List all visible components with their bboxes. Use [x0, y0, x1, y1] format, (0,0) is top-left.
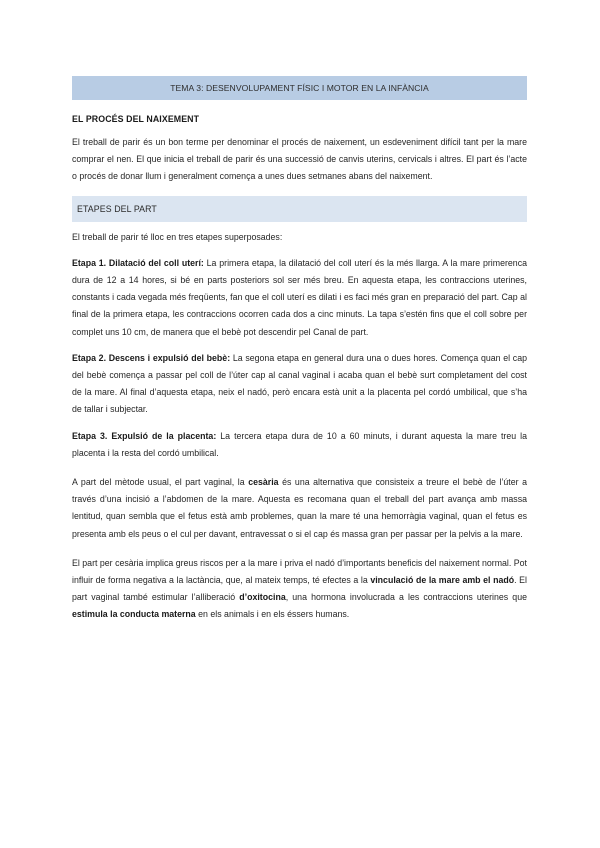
stage-1-text: La primera etapa, la dilatació del coll uterí és la més llarga. A la mare primerenca dura de 12 a 14 hores, si bé en parts posteriors sol ser més breu. En aquesta etapa, les contraccions uterines, constants i cada vegada més freqüents, fan que el coll uterí es dilati i es faci més gran en preparació del part. Cap al final de la primera etapa, les contraccions ocorren cada dos a cinc minuts. La tapa s’estén fins que el coll sobre per complet uns 10 cm, de manera que el bebè pot descendir pel Canal de part.: [72, 257, 527, 337]
stage-3-paragraph: [72, 428, 527, 462]
cesarea-term: cesària: [248, 477, 279, 488]
chapter-banner: [72, 76, 527, 100]
section-heading-birth-process: EL PROCÉS DEL NAIXEMENT: [72, 114, 200, 124]
stage-2-title: Etapa 2. Descens i expulsió del bebè:: [72, 352, 231, 363]
cesarea-text-2: és una alternativa que consisteix a treure el bebè de l’úter a través d’una incisió a l’abdomen de la mare. Aquesta es recomana quan el treball del part avança amb massa lentitud, quan sembla que el fetus està amb problemes, quan la mare té una hemorràgia vaginal, quan el fetus es presenta amb els peus o el cul per davant, entravessat o si el cap és massa gran per passar per la pelvis a la mare.: [72, 477, 528, 539]
document-page: [72, 76, 527, 624]
stage-1-title: Etapa 1. Dilatació del coll uterí:: [72, 257, 204, 268]
stage-1-paragraph: [72, 255, 527, 341]
risks-text-4: en els animals i en els éssers humans.: [195, 609, 350, 620]
section-bar-stages: [72, 196, 527, 222]
risks-text-2: . El part vaginal també estimular l’alliberació: [72, 575, 527, 603]
risks-paragraph: [72, 555, 527, 624]
chapter-title: TEMA 3: DESENVOLUPAMENT FÍSIC I MOTOR EN LA INFÀNCIA: [170, 83, 429, 93]
oxytocin-term: d’oxitocina: [239, 592, 286, 603]
stage-2-paragraph: [72, 350, 527, 419]
section-heading-stages: ETAPES DEL PART: [77, 203, 157, 214]
stage-2-text: La segona etapa en general dura una o dues hores. Comença quan el cap del bebè comença a passar pel coll de l’úter cap al canal vaginal i acaba quan el bebè surt completament del cost de la mare. Al final d’aquesta etapa, neix el nadó, però encara està unit a la placenta pel cordó umbilical, que s’ha de tallar i subjectar.: [72, 352, 527, 415]
maternal-behavior-term: estimula la conducta materna: [72, 609, 196, 620]
risks-text-1: El part per cesària implica greus riscos per a la mare i priva el nadó d’importants beneficis del naixement normal. Pot influir de forma negativa a la lactància, que, al mateix temps, té efectes a la: [72, 557, 527, 586]
cesarea-text-1: A part del mètode usual, el part vaginal, la: [72, 477, 249, 488]
stages-intro-paragraph: El treball de parir té lloc en tres etapes superposades:: [72, 231, 283, 242]
birth-process-paragraph: El treball de parir és un bon terme per denominar el procés de naixement, un esdeveniment difícil tant per la mare comprar el nen. El que inicia el treball de parir és una successió de canvis uterins, cervicals i altres. El part és l’acte o procés de donar llum i generalment comença a unes dues setmanes abans del naixement.: [72, 137, 527, 182]
stage-3-text: La tercera etapa dura de 10 a 60 minuts, i durant aquesta la mare treu la placenta i la resta del cordó umbilical.: [72, 430, 527, 458]
stage-3-title: Etapa 3. Expulsió de la placenta:: [72, 430, 217, 441]
risks-text-3: , una hormona involucrada a les contraccions uterines que: [285, 592, 527, 603]
bonding-term: vinculació de la mare amb el nadó: [370, 575, 515, 586]
cesarea-paragraph: [72, 474, 527, 543]
